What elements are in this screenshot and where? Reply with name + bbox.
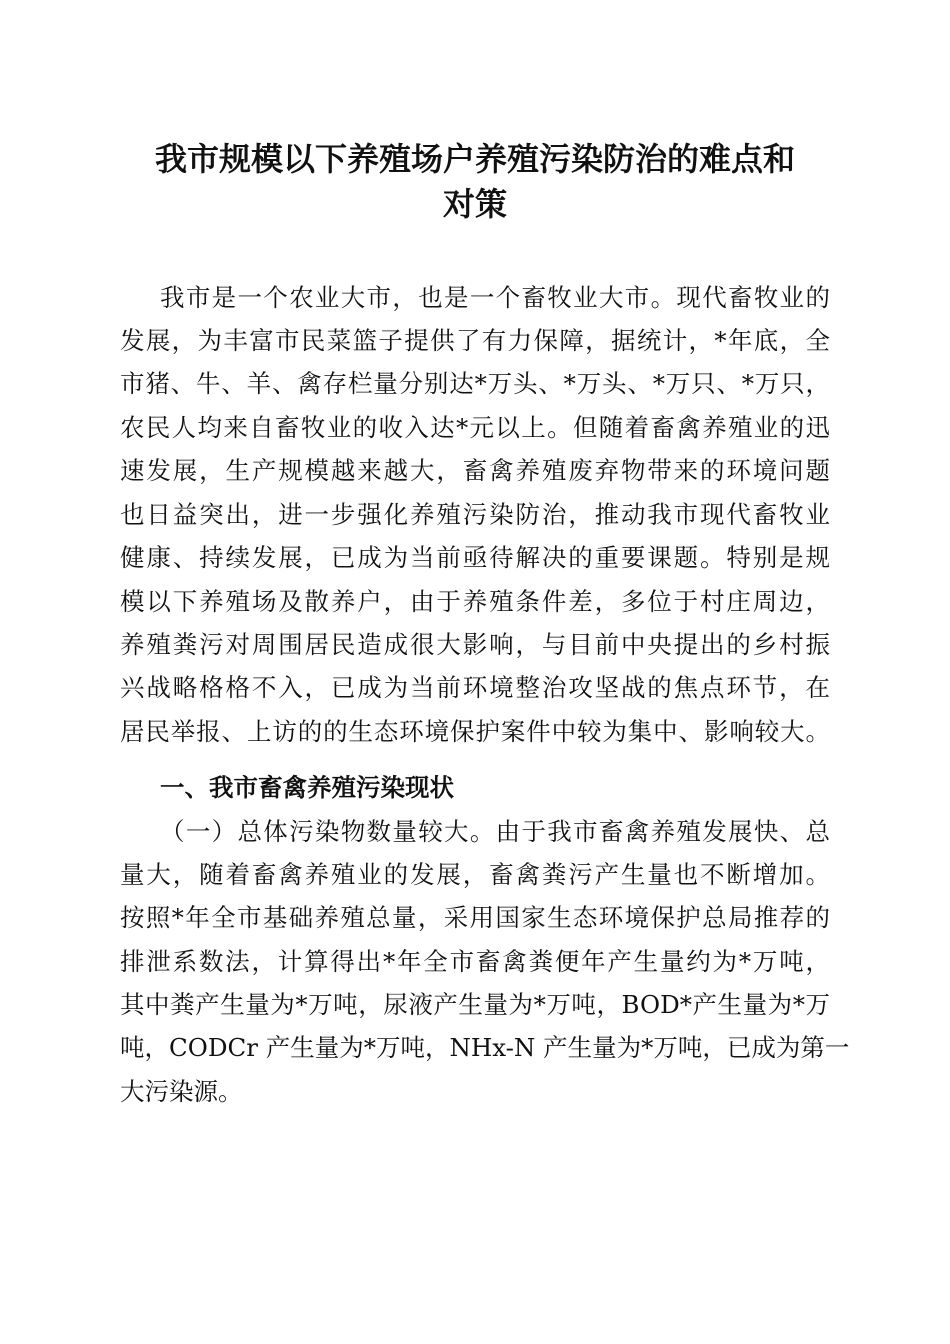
paragraph-line: 速发展，生产规模越来越大，畜禽养殖废弃物带来的环境问题 xyxy=(120,456,830,485)
paragraph-line: 其中粪产生量为*万吨，尿液产生量为*万吨，BOD*产生量为*万 xyxy=(120,990,830,1019)
paragraph-line: 量大，随着畜禽养殖业的发展，畜禽粪污产生量也不断增加。 xyxy=(120,860,830,889)
paragraph-line: 我市是一个农业大市，也是一个畜牧业大市。现代畜牧业的 xyxy=(160,283,830,312)
paragraph-line: （一）总体污染物数量较大。由于我市畜禽养殖发展快、总 xyxy=(160,817,830,846)
paragraph-line: 大污染源。 xyxy=(120,1077,243,1106)
document-title-line-1: 我市规模以下养殖场户养殖污染防治的难点和 xyxy=(154,140,795,178)
document-title-line-2: 对策 xyxy=(442,185,507,223)
paragraph-line: 排泄系数法，计算得出*年全市畜禽粪便年产生量约为*万吨， xyxy=(120,947,830,976)
paragraph-line: 市猪、牛、羊、禽存栏量分别达*万头、*万头、*万只、*万只， xyxy=(120,369,830,398)
paragraph-line: 农民人均来自畜牧业的收入达*元以上。但随着畜禽养殖业的迅 xyxy=(120,413,830,442)
paragraph-line: 健康、持续发展，已成为当前亟待解决的重要课题。特别是规 xyxy=(120,543,830,572)
paragraph-line: 兴战略格格不入，已成为当前环境整治攻坚战的焦点环节，在 xyxy=(120,673,830,702)
paragraph-line: 发展，为丰富市民菜篮子提供了有力保障，据统计，*年底，全 xyxy=(120,326,830,355)
paragraph-line: 养殖粪污对周围居民造成很大影响，与目前中央提出的乡村振 xyxy=(120,630,830,659)
paragraph-line: 也日益突出，进一步强化养殖污染防治，推动我市现代畜牧业 xyxy=(120,500,830,529)
paragraph-line: 居民举报、上访的的生态环境保护案件中较为集中、影响较大。 xyxy=(120,717,830,746)
paragraph-line: 吨，CODCr 产生量为*万吨，NHx-N 产生量为*万吨，已成为第一 xyxy=(120,1033,850,1062)
section-heading: 一、我市畜禽养殖污染现状 xyxy=(160,773,454,802)
paragraph-line: 按照*年全市基础养殖总量，采用国家生态环境保护总局推荐的 xyxy=(120,903,830,932)
paragraph-line: 模以下养殖场及散养户，由于养殖条件差，多位于村庄周边， xyxy=(120,587,830,616)
